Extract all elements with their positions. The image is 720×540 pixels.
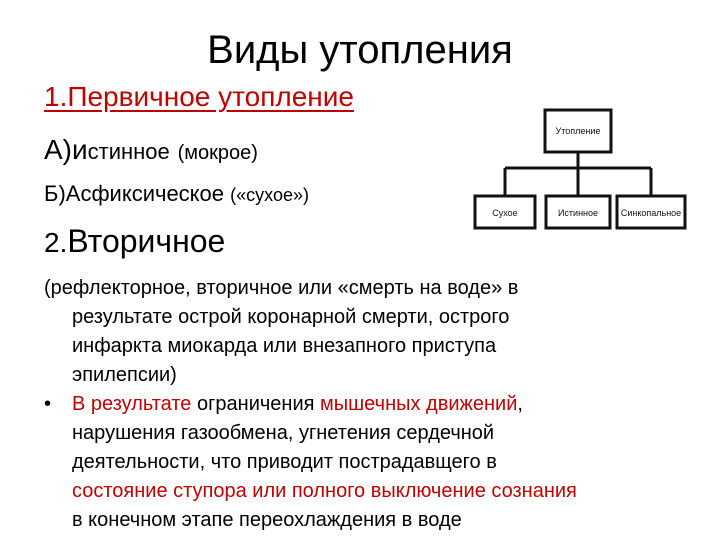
asphyxial-drowning-label: Б)Асфиксическое (44, 181, 225, 206)
true-drowning-prefix: А)и (44, 134, 88, 165)
description-line: результате острой коронарной смерти, острого (72, 306, 510, 328)
description-line: (рефлекторное, вторичное или «смерть на воде» в (44, 277, 519, 299)
diagram-child-label: Синкопальное (620, 208, 682, 218)
secondary-drowning-label: Вторичное (67, 223, 226, 259)
bullet-text: ограничения (191, 393, 321, 415)
diagram-root-label: Утопление (555, 126, 601, 136)
secondary-drowning-number: 2. (44, 227, 68, 258)
page-title: Виды утопления (207, 28, 513, 72)
description-line: эпилепсии) (72, 364, 177, 386)
asphyxial-drowning-note: («сухое») (230, 185, 309, 205)
primary-drowning-heading: 1.Первичное утопление (44, 81, 354, 112)
description-line: инфаркта миокарда или внезапного приступа (72, 335, 497, 357)
true-drowning-label: стинное (87, 139, 170, 164)
bullet-red-text: мышечных движений (320, 393, 518, 415)
bullet-red-text: В результате (72, 393, 192, 415)
bullet-line: деятельности, что приводит пострадавщего в (72, 451, 497, 473)
diagram-child-label: Сухое (492, 208, 518, 218)
true-drowning-note: (мокрое) (177, 142, 258, 164)
diagram-child-label: Истинное (557, 208, 599, 218)
bullet-marker: • (44, 393, 52, 415)
bullet-line: в конечном этапе переохлаждения в воде (72, 509, 462, 531)
bullet-line: нарушения газообмена, угнетения сердечной (72, 422, 495, 444)
bullet-line: состояние ступора или полного выключение сознания (72, 480, 577, 502)
bullet-text: , (517, 393, 523, 415)
